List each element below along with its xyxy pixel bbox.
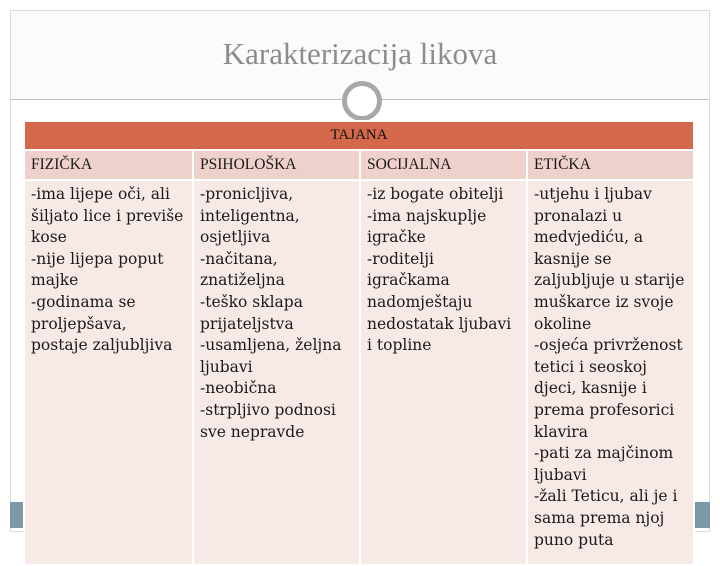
column-ethical: ETIČKA <box>527 150 694 180</box>
cell-line: nedostatak ljubavi <box>367 314 512 333</box>
cell-line: -strpljivo podnosi <box>200 400 336 419</box>
cell-line: klavira <box>534 422 588 441</box>
cell-line: kose <box>31 228 67 247</box>
cell-line: -teško sklapa <box>200 292 303 311</box>
cell-line: -ima lijepe oči, ali <box>31 185 170 203</box>
cell-line: muškarce iz svoje <box>534 292 674 311</box>
cell-line: -žali Teticu, ali je i <box>534 487 678 506</box>
cell-line: -načitana, <box>200 249 278 268</box>
cell-line: -nije lijepa poput <box>31 249 164 268</box>
cell-line: sama prema njoj <box>534 508 665 527</box>
cell-line: kasnije se <box>534 249 612 268</box>
cell-line: inteligentna, <box>200 206 300 225</box>
cell-line: medvjediću, a <box>534 228 644 247</box>
column-psychological: PSIHOLOŠKA <box>193 150 360 180</box>
cell-line: -neobična <box>200 379 277 398</box>
cell-line: osjetljiva <box>200 228 271 247</box>
cell-line: i topline <box>367 336 432 355</box>
cell-line: zaljubljuje u starije <box>534 271 685 290</box>
ring-ornament-icon <box>342 81 382 121</box>
cell-line: -ima najskuplje <box>367 206 487 225</box>
column-social: SOCIJALNA <box>360 150 527 180</box>
cell-line: -pati za majčinom <box>534 444 674 463</box>
character-table <box>23 120 695 566</box>
slide-title: Karakterizacija likova <box>222 36 498 71</box>
table-header: TAJANA <box>24 121 694 150</box>
cell-line: -iz bogate obitelji <box>367 185 504 203</box>
cell-line: pronalazi u <box>534 206 623 225</box>
column-physical: FIZIČKA <box>24 150 193 180</box>
cell-line: -usamljena, željna <box>200 336 342 355</box>
cell-line: djeci, kasnije i <box>534 379 647 398</box>
cell-line: -roditelji <box>367 249 434 268</box>
cell-line: ljubavi <box>200 357 253 376</box>
cell-line: puno puta <box>534 530 614 549</box>
cell-line: postaje zaljubljiva <box>31 336 173 355</box>
cell-line: -pronicljiva, <box>200 185 294 203</box>
cell-psychological <box>193 180 360 565</box>
cell-line: sve nepravde <box>200 422 305 441</box>
cell-line: -utjehu i ljubav <box>534 185 652 203</box>
cell-line: šiljato lice i previše <box>31 206 184 225</box>
cell-physical <box>24 180 193 565</box>
cell-line: tetici i seoskoj <box>534 357 647 376</box>
cell-line: ljubavi <box>534 465 587 484</box>
cell-social <box>360 180 527 565</box>
cell-line: znatiželjna <box>200 271 285 290</box>
cell-ethical <box>527 180 694 565</box>
cell-line: -godinama se <box>31 292 136 311</box>
cell-line: okoline <box>534 314 592 333</box>
cell-line: igračkama <box>367 271 450 290</box>
cell-line: nadomještaju <box>367 292 473 311</box>
cell-line: proljepšava, <box>31 314 127 333</box>
cell-line: igračke <box>367 228 426 247</box>
cell-line: majke <box>31 271 79 290</box>
cell-line: -osjeća privrženost <box>534 336 683 355</box>
cell-line: prijateljstva <box>200 314 294 333</box>
cell-line: prema profesorici <box>534 400 675 419</box>
